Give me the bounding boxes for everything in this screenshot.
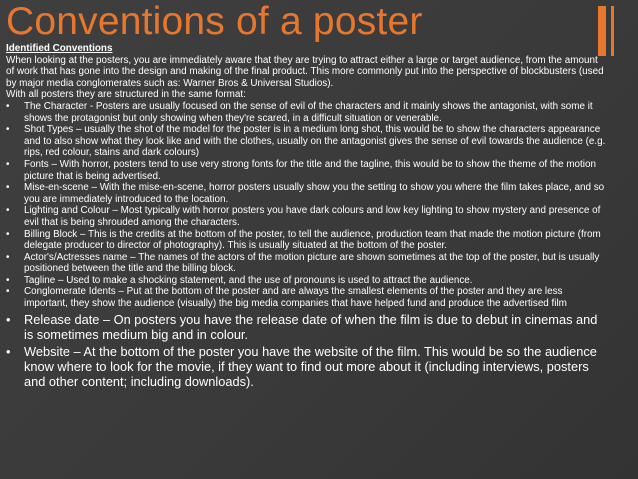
- list-item: [6, 344, 606, 389]
- list-item: [6, 275, 606, 287]
- list-item-text: Lighting and Colour – Most typically with horror posters you have dark colours and low key lighting to show mystery and presence of evil that is being shrouded among the characters.: [24, 205, 601, 228]
- bullet-marker: •: [6, 124, 10, 136]
- intro-text: [6, 55, 606, 101]
- conventions-list: [6, 101, 606, 389]
- list-item-text: The Character - Posters are usually focused on the sense of evil of the characters and it mainly shows the antagonist, with some it shows the protagonist but only showing when they're scared, in a difficult situation or venerable.: [24, 100, 593, 124]
- bullet-marker: •: [6, 286, 10, 298]
- section-subheading: Identified Conventions: [6, 43, 113, 54]
- list-item: [6, 124, 606, 159]
- list-item-text: Actor's/Actresses name – The names of the actors of the motion picture are shown sometimes at the top of the poster, but is usually positioned between the title and the billing block.: [24, 251, 600, 275]
- bullet-marker: •: [6, 251, 10, 263]
- bullet-marker: •: [6, 343, 11, 359]
- list-item-text: Mise-en-scene – With the mise-en-scene, horror posters usually show you the setting to show you where the film takes place, and so you are immediately introduced to the location.: [24, 182, 605, 205]
- list-item-text: Website – At the bottom of the poster you have the website of the film. This would be so the audience know where to look for the movie, if they want to find out more about it (including interviews, posters and other content; including downloads).: [24, 343, 597, 389]
- list-item: [6, 312, 606, 342]
- list-item-text: Conglomerate Idents – Put at the bottom of the poster and are always the smallest elements of the poster and they are less important, they show the audience (visually) the big media companies that have helped fund and produce the advertised film: [24, 286, 567, 310]
- list-item-text: Release date – On posters you have the release date of when the film is due to debut in cinemas and is sometimes medium big and in colour.: [24, 311, 598, 342]
- list-item: [6, 205, 606, 228]
- bullet-marker: •: [6, 182, 10, 194]
- list-item-text: Fonts – With horror, posters tend to use very strong fonts for the title and the tagline, this would be to show the theme of the motion picture that is being advertised.: [24, 158, 596, 182]
- bullet-marker: •: [6, 311, 11, 327]
- list-item-text: Tagline – Used to make a shocking statement, and the use of pronouns is used to attract the audience.: [24, 274, 473, 286]
- bullet-marker: •: [6, 228, 10, 240]
- intro-paragraph: With all posters they are structured in the same format:: [6, 89, 246, 101]
- list-item: [6, 159, 606, 182]
- slide-title: Conventions of a poster: [6, 0, 423, 43]
- list-item: [6, 286, 606, 309]
- list-item: [6, 229, 606, 252]
- list-item: [6, 101, 606, 124]
- decorative-accent-line: [611, 6, 614, 56]
- intro-paragraph: When looking at the posters, you are immediately aware that they are trying to attract either a large or target audience, from the amount of work that has gone into the design and making of the final product. This more commonly put into the perspective of blockbusters (used by major media conglomerates such as: Warner Bros & Universal Studios).: [6, 54, 604, 89]
- list-item-text: Shot Types – usually the shot of the model for the poster is in a medium long shot, this would be to show the characters appearance and to also show what they look like and with the clothes, usually on the antagonist gives the sense of evil towards the audience (e.g. rips, red colour, stains and dark colours): [24, 124, 606, 159]
- list-item: [6, 182, 606, 205]
- list-item: [6, 252, 606, 275]
- slide-body: [6, 43, 606, 389]
- bullet-marker: •: [6, 100, 10, 112]
- bullet-marker: •: [6, 205, 10, 217]
- bullet-marker: •: [6, 274, 10, 286]
- bullet-marker: •: [6, 158, 10, 170]
- list-item-text: Billing Block – This is the credits at the bottom of the poster, to tell the audience, production team that made the motion picture (from delegate producer to director of photography). This is usually situated at the bottom of the poster.: [24, 228, 601, 252]
